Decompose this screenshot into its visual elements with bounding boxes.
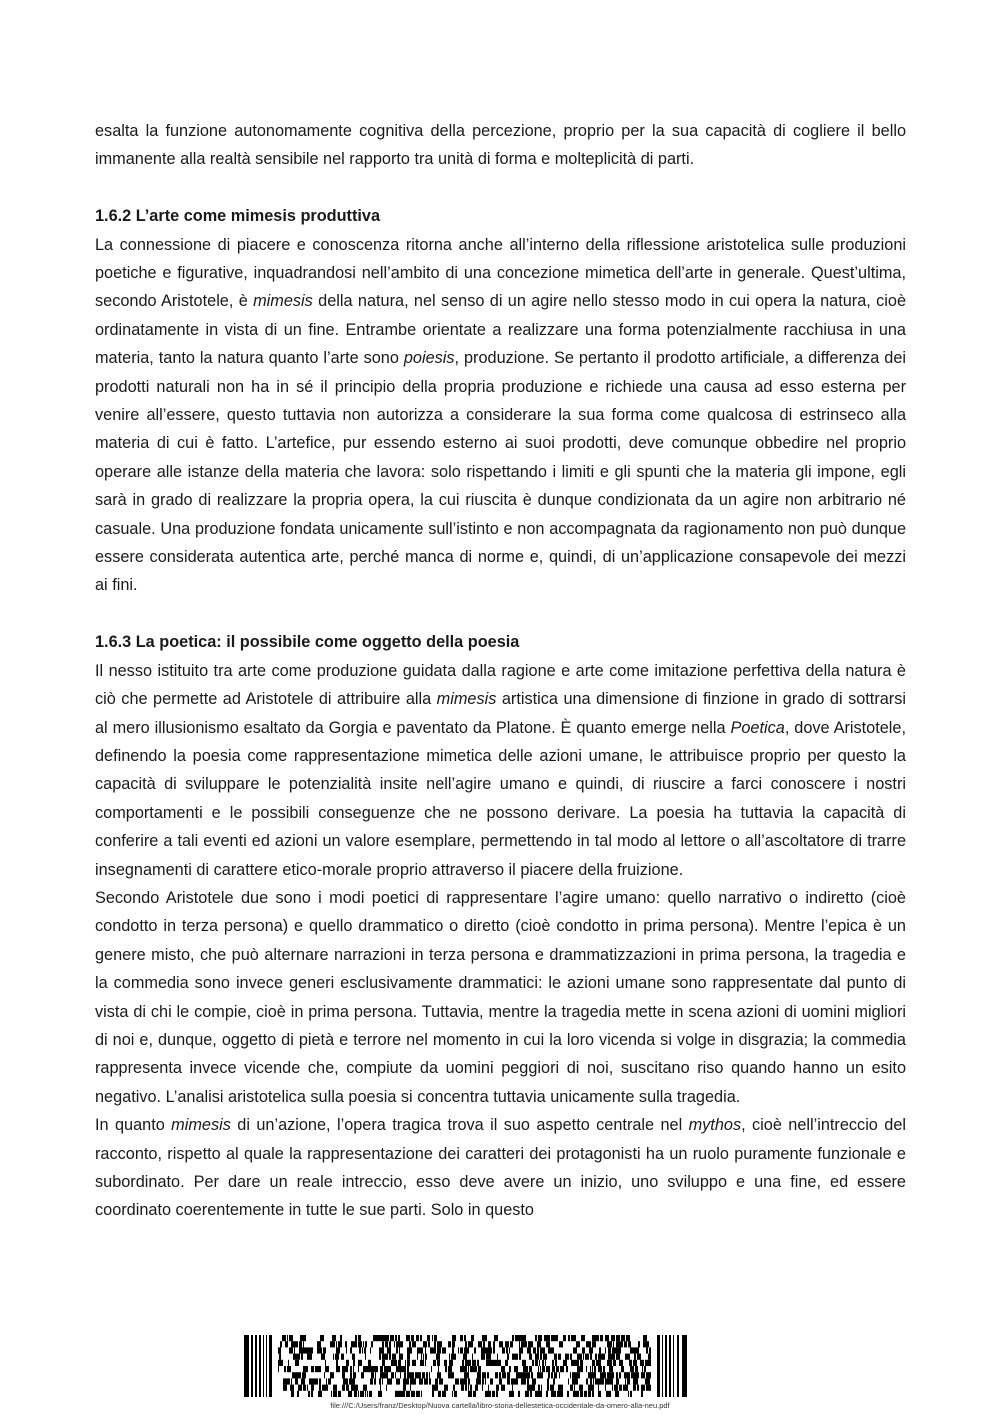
- text-run: In quanto: [95, 1116, 172, 1135]
- text-run: Il nesso istituito tra arte come produzione guidata dalla ragione e arte come imitazione perfettiva della natura è ciò che permette ad Aristotele di attribuire alla: [95, 661, 906, 709]
- section-1-6-3-paragraph-1: [95, 657, 906, 884]
- text-run: artistica una dimensione di finzione in grado di sottrarsi al mero illusionismo esaltato da Gorgia e paventato da Platone. È quanto emerge nella: [95, 690, 906, 737]
- italic-term: Poetica: [730, 718, 785, 737]
- intro-paragraph: esalta la funzione autonomamente cognitiva della percezione, proprio per la sua capacità di cogliere il bello immanente alla realtà sensibile nel rapporto tra unità di forma e molteplicità di parti.: [95, 122, 906, 169]
- section-1-6-2-paragraph: [95, 231, 906, 600]
- section-heading-1-6-2: 1.6.2 L’arte come mimesis produttiva: [95, 207, 381, 226]
- paragraph-gap: [95, 174, 906, 202]
- file-path-footer: file:///C:/Users/franz/Desktop/Nuova cartella/libro-storia-dellestetica-occidentale-da-omero-alla-neu.pdf: [330, 1401, 670, 1410]
- paragraph-gap: [95, 600, 906, 628]
- text-run: , cioè nell’intreccio del racconto, rispetto al quale la rappresentazione dei caratteri dei protagonisti ha un ruolo puramente funzionale e subordinato. Per dare un reale intreccio, esso deve avere un inizio, uno sviluppo e una fine, ed essere coordinato coerentemente in tutte le sue parti. Solo in questo: [95, 1116, 906, 1220]
- document-page: [95, 117, 906, 1225]
- section-heading-1-6-3: 1.6.3 La poetica: il possibile come oggetto della poesia: [95, 633, 520, 652]
- barcode-image: [244, 1335, 687, 1397]
- italic-term: mythos: [688, 1116, 742, 1135]
- barcode-graphic: [244, 1335, 687, 1397]
- italic-term: mimesis: [171, 1116, 231, 1135]
- section-1-6-3-paragraph-2: Secondo Aristotele due sono i modi poetici di rappresentare l’agire umano: quello narrativo o indiretto (cioè condotto in terza persona) e quello drammatico o diretto (cioè condotto in prima persona). Mentre l’epica è un genere misto, che può alternare narrazioni in terza persona e drammatizzazioni in prima persona, la tragedia e la commedia sono invece generi esclusivamente drammatici: le azioni umane sono rappresentate dal punto di vista di chi le compie, cioè in prima persona. Tuttavia, mentre la tragedia mette in scena azioni di uomini migliori di noi e, dunque, oggetto di pietà e terrore nel momento in cui la loro vicenda si volge in disgrazia; la commedia rappresenta invece vicende che, compiute da uomini peggiori di noi, suscitano riso quando hanno un esito negativo. L’analisi aristotelica sulla poesia si concentra tuttavia unicamente sulla tragedia.: [95, 888, 906, 1106]
- text-run: della natura, nel senso di un agire nello stesso modo in cui opera la natura, cioè ordinatamente in vista di un fine. Entrambe orientate a realizzare una forma potenzialmente racchiusa in una materia, tanto la natura quanto l’arte sono: [95, 292, 906, 368]
- text-run: , dove Aristotele, definendo la poesia come rappresentazione mimetica delle azioni umane, le attribuisce proprio per questo la capacità di sviluppare le potenzialità insite nell’agire umano e quindi, di riuscire a farci conoscere i nostri comportamenti e le possibili conseguenze che ne possono derivare. La poesia ha tuttavia la capacità di conferire a tali eventi ed azioni un valore esemplare, permettendo in tal modo al lettore o all’ascoltatore di trarre insegnamenti di carattere etico-morale proprio attraverso il piacere della fruizione.: [95, 718, 906, 879]
- text-run: di un’azione, l’opera tragica trova il suo aspetto centrale nel: [230, 1116, 689, 1135]
- text-run: La connessione di piacere e conoscenza ritorna anche all’interno della riflessione aristotelica sulle produzioni poetiche e figurative, inquadrandosi nell’ambito di una concezione mimetica dell’arte in generale. Quest’ultima, secondo Aristotele, è: [95, 235, 906, 311]
- italic-term: mimesis: [253, 292, 313, 311]
- italic-term: poiesis: [403, 349, 455, 368]
- section-1-6-3-paragraph-3: [95, 1111, 906, 1225]
- text-run: , produzione. Se pertanto il prodotto artificiale, a differenza dei prodotti naturali non ha in sé il principio della propria produzione e richiede una causa ad esso esterna per venire all’essere, questo tuttavia non autorizza a considerare la sua forma come qualcosa di estrinseco alla materia di cui è fatto. L’artefice, pur essendo esterno ai suoi prodotti, deve comunque obbedire nel proprio operare alle istanze della materia che lavora: solo rispettando i limiti e gli spunti che la materia gli impone, egli sarà in grado di realizzare la propria opera, la cui riuscita è dunque condizionata da un agire non arbitrario né casuale. Una produzione fondata unicamente sull’istinto e non accompagnata da ragionamento non può dunque essere considerata autentica arte, perché manca di norme e, quindi, di un’applicazione consapevole dei mezzi ai fini.: [95, 349, 906, 595]
- italic-term: mimesis: [436, 690, 497, 709]
